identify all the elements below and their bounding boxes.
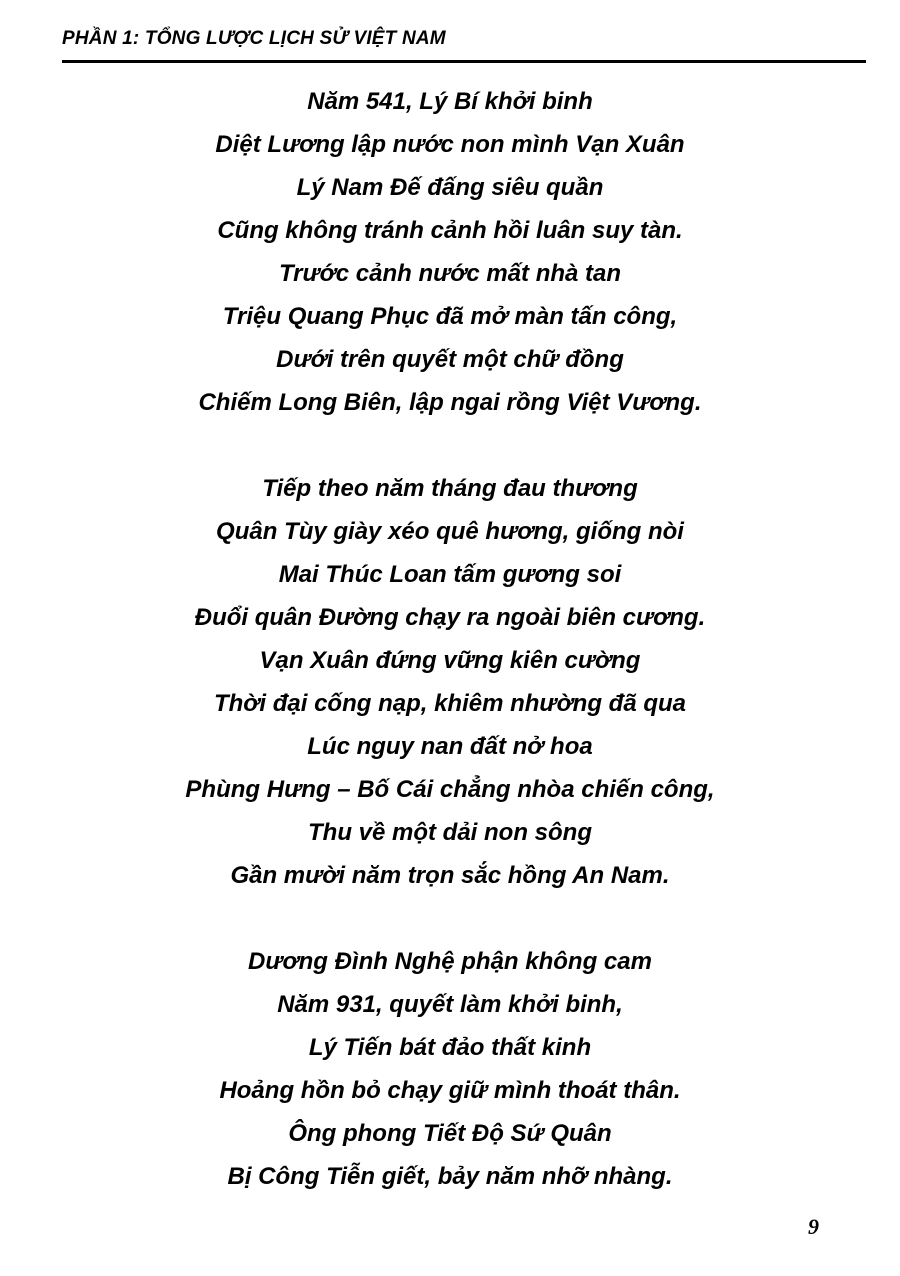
verse-line: Bị Công Tiễn giết, bảy năm nhỡ nhàng. [227, 1163, 673, 1190]
verse-line: Lý Tiến bát đảo thất kinh [308, 1034, 592, 1061]
verse-line: Thu về một dải non sông [308, 819, 592, 846]
poem [0, 80, 900, 1241]
stanza-1 [0, 80, 900, 424]
verse-line: Dương Đình Nghệ phận không cam [248, 948, 652, 975]
verse-line: Gần mười năm trọn sắc hồng An Nam. [230, 862, 670, 889]
stanza-3 [0, 940, 900, 1198]
verse-line: Năm 541, Lý Bí khởi binh [307, 88, 593, 115]
verse-line: Phùng Hưng – Bố Cái chẳng nhòa chiến công, [185, 776, 715, 803]
header-title: PHẦN 1: TỔNG LƯỢC LỊCH SỬ VIỆT NAM [62, 28, 446, 49]
verse-line: Hoảng hồn bỏ chạy giữ mình thoát thân. [219, 1077, 681, 1104]
verse-line: Triệu Quang Phục đã mở màn tấn công, [222, 303, 678, 330]
verse-line: Diệt Lương lập nước non mình Vạn Xuân [215, 131, 685, 158]
stanza-2 [0, 467, 900, 897]
verse-line: Mai Thúc Loan tấm gương soi [278, 561, 622, 588]
verse-line: Đuổi quân Đường chạy ra ngoài biên cương. [194, 604, 706, 631]
verse-line: Ông phong Tiết Độ Sứ Quân [288, 1120, 612, 1147]
verse-line: Dưới trên quyết một chữ đồng [276, 346, 624, 373]
verse-line: Tiếp theo năm tháng đau thương [262, 475, 638, 502]
running-header [62, 24, 866, 63]
verse-line: Lúc nguy nan đất nở hoa [307, 733, 593, 760]
verse-line: Lý Nam Đế đấng siêu quần [296, 174, 604, 201]
verse-line: Vạn Xuân đứng vững kiên cường [259, 647, 641, 674]
verse-line: Chiếm Long Biên, lập ngai rồng Việt Vương. [198, 389, 702, 416]
verse-line: Trước cảnh nước mất nhà tan [278, 260, 622, 287]
verse-line: Năm 931, quyết làm khởi binh, [277, 991, 623, 1018]
page-number: 9 [808, 1214, 819, 1239]
verse-line: Quân Tùy giày xéo quê hương, giống nòi [216, 518, 684, 545]
verse-line: Cũng không tránh cảnh hồi luân suy tàn. [217, 217, 683, 244]
verse-line: Thời đại cống nạp, khiêm nhường đã qua [213, 690, 687, 717]
